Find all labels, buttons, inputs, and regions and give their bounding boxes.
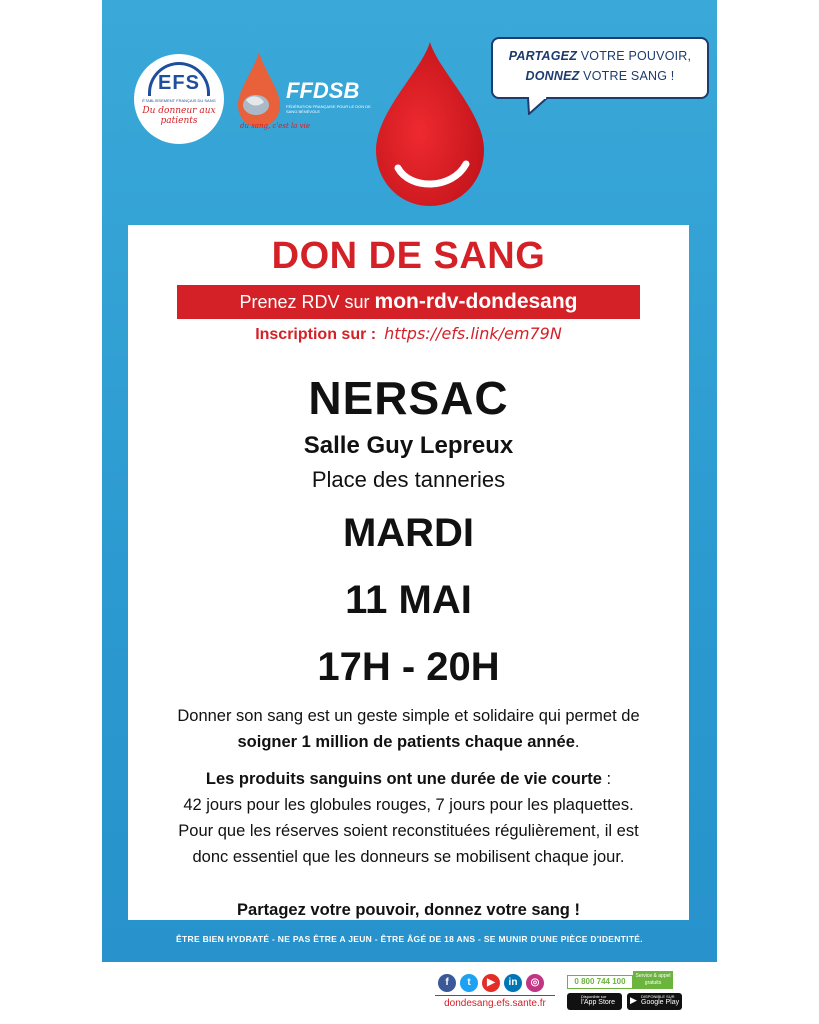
venue-name: Salle Guy Lepreux	[303, 432, 514, 459]
inscription-line	[128, 324, 689, 344]
venue-address: Place des tanneries	[311, 467, 506, 492]
event-date: 11 MAI	[345, 578, 472, 622]
footer	[102, 962, 717, 1024]
efs-logo-name: EFS	[158, 72, 200, 94]
play-icon: ▶	[630, 995, 637, 1005]
city-name: NERSAC	[308, 372, 509, 424]
phone-free-badge: Service & appel gratuits	[633, 971, 673, 989]
info-paragraph: Les produits sanguins ont une durée de vie courte : 42 jours pour les globules rouges, 7 jours pour les plaquettes. Pour que les réserves soient reconstituées régulièrement, il est donc essentiel que les donneurs se mobilisent chaque jour.	[178, 770, 639, 866]
bubble-line-2: DONNEZ VOTRE SANG !	[525, 69, 675, 83]
slogan-bubble	[491, 37, 709, 99]
rdv-prefix: Prenez RDV sur	[239, 292, 375, 312]
closing-slogan: Partagez votre pouvoir, donnez votre sang !	[237, 901, 580, 919]
ffdsb-logo	[234, 50, 384, 140]
event-hours: 17H - 20H	[317, 645, 500, 689]
phone-number: 0 800 744 100	[567, 975, 633, 989]
poster	[102, 0, 717, 1024]
intro-paragraph: Donner son sang est un geste simple et solidaire qui permet de soigner 1 million de patients chaque année.	[177, 707, 640, 751]
google-play-badge[interactable]: ▶ DISPONIBLE SUR Google Play	[627, 993, 682, 1010]
event-card	[128, 225, 689, 920]
event-title: DON DE SANG	[271, 235, 546, 277]
footer-divider	[435, 995, 555, 996]
social-links	[438, 972, 548, 992]
youtube-icon[interactable]: ▶	[482, 974, 500, 992]
bubble-tail	[527, 97, 549, 115]
inscription-label: Inscription sur :	[255, 326, 377, 343]
ffdsb-logo-subtitle: FÉDÉRATION FRANÇAISE POUR LE DON DE SANG BÉNÉVOLE	[286, 104, 371, 114]
blood-drop-icon	[370, 40, 490, 208]
website-link[interactable]: dondesang.efs.sante.fr	[444, 998, 546, 1009]
efs-logo-slogan: Du donneur aux patients	[142, 106, 216, 126]
efs-logo	[134, 54, 224, 144]
rdv-banner	[177, 285, 640, 319]
ffdsb-logo-tagline: du sang, c'est la vie	[240, 122, 311, 130]
bubble-line-1: PARTAGEZ VOTRE POUVOIR,	[508, 49, 692, 63]
app-store-badge[interactable]: Disponible sur l'App Store	[567, 993, 622, 1010]
requirements-banner: ÊTRE BIEN HYDRATÉ - NE PAS ÊTRE A JEUN - ÊTRE ÂGÉ DE 18 ANS - SE MUNIR D'UNE PIÈCE D'IDENTITÉ.	[176, 934, 643, 944]
inscription-url-link[interactable]: https://efs.link/em79N	[384, 324, 562, 343]
instagram-icon[interactable]: ◎	[526, 974, 544, 992]
event-day: MARDI	[342, 511, 475, 555]
twitter-icon[interactable]: t	[460, 974, 478, 992]
ffdsb-drop-icon	[234, 50, 284, 130]
efs-logo-subtitle: ÉTABLISSEMENT FRANÇAIS DU SANG	[142, 98, 216, 103]
rdv-site-link[interactable]: mon-rdv-dondesang	[374, 290, 578, 313]
facebook-icon[interactable]: f	[438, 974, 456, 992]
ffdsb-logo-name: FFDSB	[286, 78, 360, 103]
linkedin-icon[interactable]: in	[504, 974, 522, 992]
